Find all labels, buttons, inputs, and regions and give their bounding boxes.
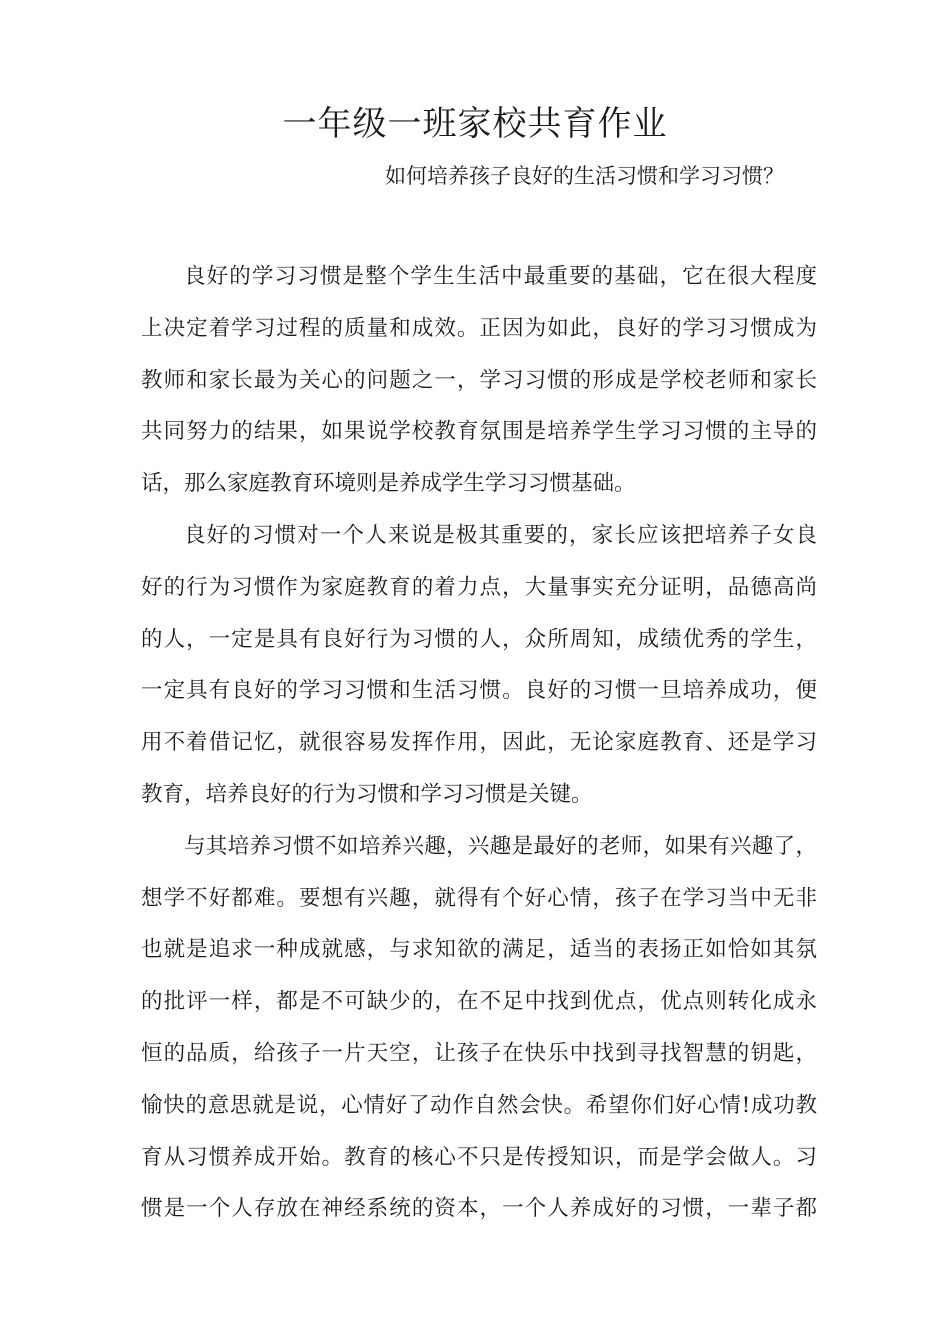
paragraph-line: 愉快的意思就是说，心情好了动作自然会快。希望你们好心情!成功教 [141,1092,817,1118]
paragraph-line: 教师和家长最为关心的问题之一，学习习惯的形成是学校老师和家长 [141,367,817,393]
paragraph-line: 的批评一样，都是不可缺少的，在不足中找到优点，优点则转化成永 [141,989,817,1015]
paragraph-line: 与其培养习惯不如培养兴趣，兴趣是最好的老师，如果有兴趣了， [184,833,817,859]
paragraph-line: 育从习惯养成开始。教育的核心不只是传授知识，而是学会做人。习 [141,1144,817,1170]
paragraph-line: 话，那么家庭教育环境则是养成学生学习习惯基础。 [141,471,636,497]
paragraph-line: 好的行为习惯作为家庭教育的着力点，大量事实充分证明，品德高尚 [141,574,817,600]
paragraph-line: 惯是一个人存放在神经系统的资本，一个人养成好的习惯，一辈子都 [141,1196,817,1222]
paragraph-line: 一定具有良好的学习习惯和生活习惯。良好的习惯一旦培养成功，便 [141,678,817,704]
paragraph-line: 也就是追求一种成就感，与求知欲的满足，适当的表扬正如恰如其氛 [141,937,817,963]
paragraph-line: 上决定着学习过程的质量和成效。正因为如此，良好的学习习惯成为 [141,315,817,341]
document-body [141,256,817,1240]
paragraph-2 [141,515,817,826]
paragraph-3 [141,826,817,1240]
paragraph-line: 教育，培养良好的行为习惯和学习习惯是关键。 [141,781,593,807]
document-title: 一年级一班家校共育作业 [282,104,668,144]
paragraph-line: 共同努力的结果，如果说学校教育氛围是培养学生学习习惯的主导的 [141,419,817,445]
paragraph-line: 恒的品质，给孩子一片天空，让孩子在快乐中找到寻找智慧的钥匙， [141,1040,817,1066]
paragraph-line: 良好的习惯对一个人来说是极其重要的，家长应该把培养子女良 [184,522,817,548]
paragraph-1 [141,256,817,515]
paragraph-line: 的人，一定是具有良好行为习惯的人，众所周知，成绩优秀的学生， [141,626,817,652]
paragraph-line: 良好的学习习惯是整个学生生活中最重要的基础，它在很大程度 [184,264,817,289]
paragraph-line: 用不着借记忆，就很容易发挥作用，因此，无论家庭教育、还是学习 [141,730,817,756]
document-subtitle: 如何培养孩子良好的生活习惯和学习习惯？ [385,164,784,188]
paragraph-line: 想学不好都难。要想有兴趣，就得有个好心情，孩子在学习当中无非 [141,885,817,911]
